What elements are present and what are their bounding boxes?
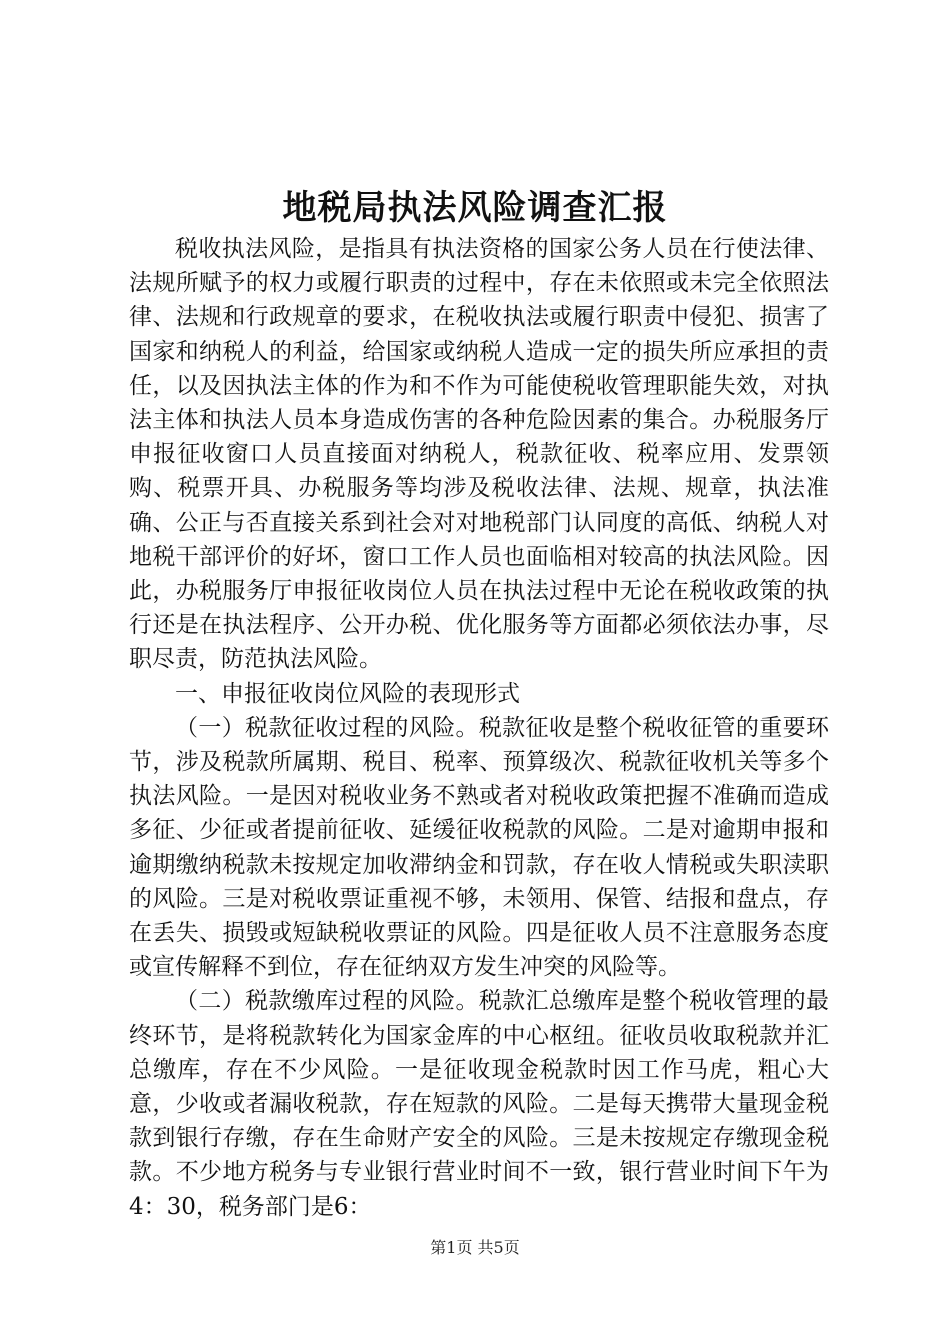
paragraph-intro: 税收执法风险，是指具有执法资格的国家公务人员在行使法律、法规所赋予的权力或履行职责的过程中，存在未依照或未完全依照法律、法规和行政规章的要求，在税收执法或履行职责中侵犯、损害了国家和纳税人的利益，给国家或纳税人造成一定的损失所应承担的责任，以及因执法主体的作为和不作为可能使税收管理职能失效，对执法主体和执法人员本身造成伤害的各种危险因素的集合。办税服务厅申报征收窗口人员直接面对纳税人，税款征收、税率应用、发票领购、税票开具、办税服务等均涉及税收法律、法规、规章，执法准确、公正与否直接关系到社会对对地税部门认同度的高低、纳税人对地税干部评价的好坏，窗口工作人员也面临相对较高的执法风险。因此，办税服务厅申报征收岗位人员在执法过程中无论在税收政策的执行还是在执法程序、公开办税、优化服务等方面都必须依法办事，尽职尽责，防范执法风险。: [129, 236, 829, 673]
paragraph-tax-collection-risk: （一）税款征收过程的风险。税款征收是整个税收征管的重要环节，涉及税款所属期、税目、税率、预算级次、税款征收机关等多个执法风险。一是因对税收业务不熟或者对税收政策把握不准确而造成多征、少征或者提前征收、延缓征收税款的风险。二是对逾期申报和逾期缴纳税款未按规定加收滞纳金和罚款，存在收人情税或失职渎职的风险。三是对税收票证重视不够，未领用、保管、结报和盘点，存在丢失、损毁或短缺税收票证的风险。四是征收人员不注意服务态度或宣传解释不到位，存在征纳双方发生冲突的风险等。: [129, 714, 829, 981]
section-heading: 一、申报征收岗位风险的表现形式: [175, 680, 520, 707]
document-title: 地税局执法风险调查汇报: [282, 188, 668, 228]
paragraph-tax-deposit-risk: （二）税款缴库过程的风险。税款汇总缴库是整个税收管理的最终环节，是将税款转化为国家金库的中心枢纽。征收员收取税款并汇总缴库，存在不少风险。一是征收现金税款时因工作马虎，粗心大意，少收或者漏收税款，存在短款的风险。二是每天携带大量现金税款到银行存缴，存在生命财产安全的风险。三是未按规定存缴现金税款。不少地方税务与专业银行营业时间不一致，银行营业时间下午为4：30，税务部门是6：: [129, 988, 829, 1220]
document-body: [129, 232, 829, 1224]
page-footer: 第1页 共5页: [430, 1238, 520, 1257]
